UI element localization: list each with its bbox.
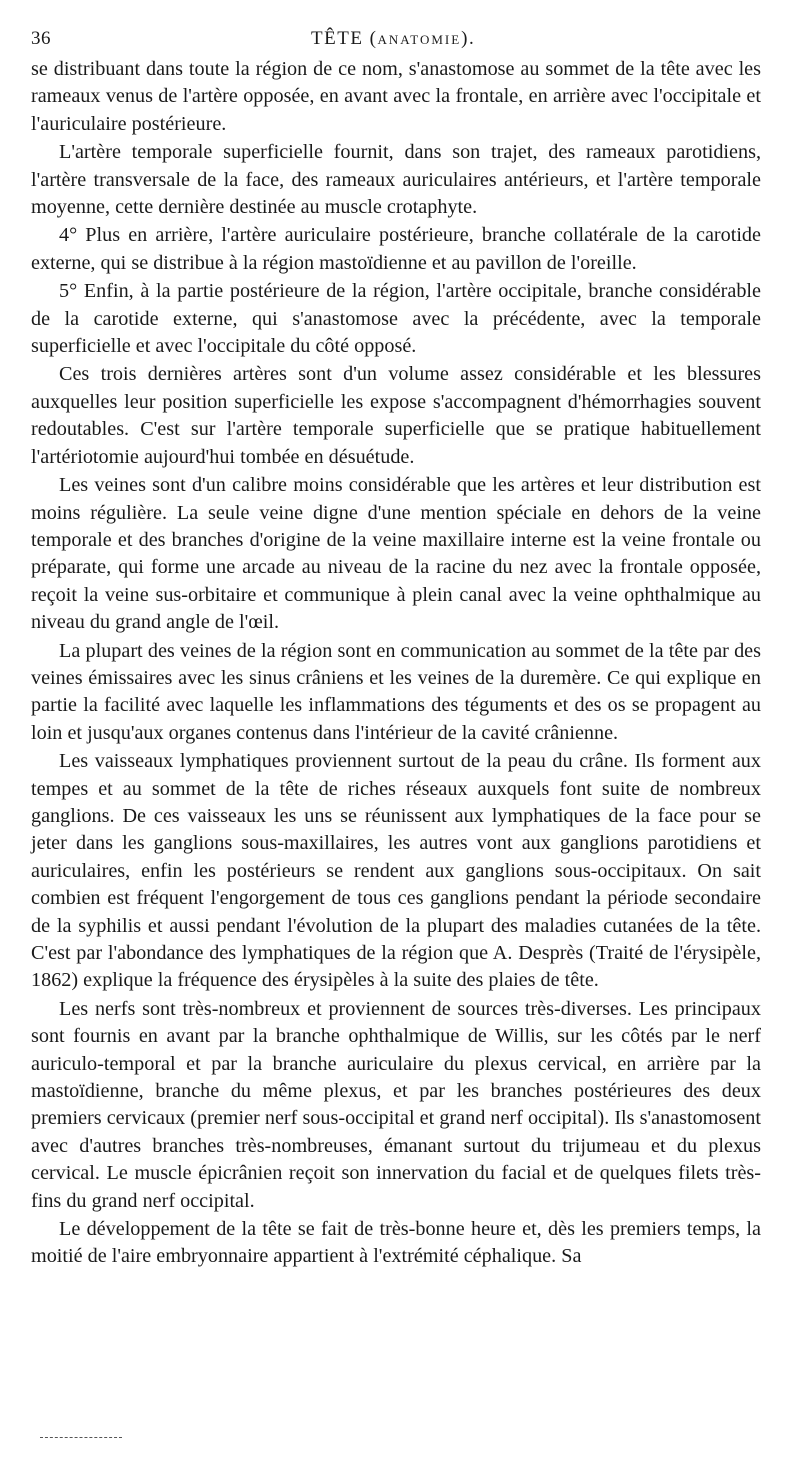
page-number: 36 <box>31 28 51 49</box>
paragraph: 5° Enfin, à la partie postérieure de la région, l'artère occipitale, branche considérable de la carotide externe, qui s'anastomose avec la précédente, avec la temporale superficielle et avec l'occipitale du côté opposé. <box>31 280 761 358</box>
document-page <box>31 24 761 1271</box>
paragraph: 4° Plus en arrière, l'artère auriculaire postérieure, branche collatérale de la carotide externe, qui se distribue à la région mastoïdienne et au pavillon de l'oreille. <box>31 224 761 274</box>
page-header <box>31 24 761 56</box>
footer-rule <box>40 1437 122 1438</box>
running-title <box>311 28 475 50</box>
running-title-end: ). <box>461 28 476 49</box>
paragraph: Les vaisseaux lymphatiques proviennent surtout de la peau du crâne. Ils forment aux tempes et au sommet de la tête de riches réseaux auxquels font suite de nombreux ganglions. De ces vaisseaux les uns se réunissent aux lymphatiques de la face pour se jeter dans les ganglions sous-maxillaires, les autres vont aux ganglions parotidiens et auriculaires, enfin les postérieurs se rendent aux ganglions sous-occipitaux. On sait combien est fréquent l'engorgement de tous ces ganglions pendant la période secondaire de la syphilis et aussi pendant l'évolution de la plupart des maladies cutanées de la tête. C'est par l'abondance des lymphatiques de la région que A. Desprès (Traité de l'érysipèle, 1862) explique la fréquence des érysipèles à la suite des plaies de tête. <box>31 750 761 992</box>
paragraph: Les nerfs sont très-nombreux et proviennent de sources très-diverses. Les principaux sont fournis en avant par la branche ophthalmique de Willis, sur les côtés par le nerf auriculo-temporal et par la branche auriculaire du plexus cervical, en arrière par la mastoïdienne, branche du même plexus, et par les branches postérieures des deux premiers cervicaux (premier nerf sous-occipital et grand nerf occipital). Ils s'anastomosent avec d'autres branches très-nombreuses, émanant surtout du trijumeau et du plexus cervical. Le muscle épicrânien reçoit son innervation du facial et de quelques filets très-fins du grand nerf occipital. <box>31 997 761 1212</box>
running-title-main: TÊTE ( <box>311 28 378 49</box>
paragraph: Les veines sont d'un calibre moins considérable que les artères et leur distribution est moins régulière. La seule veine digne d'une mention spéciale en dehors de la veine temporale et des branches d'origine de la veine maxillaire interne est la veine frontale ou préparate, qui forme une arcade au niveau de la racine du nez avec la frontale opposée, reçoit la veine sus-orbitaire et communique à plein canal avec la veine ophthalmique au niveau du grand angle de l'œil. <box>31 474 761 634</box>
paragraph: L'artère temporale superficielle fournit, dans son trajet, des rameaux parotidiens, l'artère transversale de la face, des rameaux auriculaires antérieurs, et l'artère temporale moyenne, cette dernière destinée au muscle crotaphyte. <box>31 141 761 219</box>
paragraph: se distribuant dans toute la région de ce nom, s'anastomose au sommet de la tête avec les rameaux venus de l'artère opposée, en avant avec la frontale, en arrière avec l'occipitale et l'auriculaire postérieure. <box>31 58 761 135</box>
paragraph: Ces trois dernières artères sont d'un volume assez considérable et les blessures auxquelles leur position superficielle les expose s'accompagnent d'hémorrhagies souvent redoutables. C'est sur l'artère temporale superficielle que se pratique habituellement l'artériotomie aujourd'hui tombée en désuétude. <box>31 363 761 468</box>
body-text <box>31 56 761 1271</box>
running-title-smallcaps: ANATOMIE <box>377 32 462 47</box>
paragraph: Le développement de la tête se fait de très-bonne heure et, dès les premiers temps, la moitié de l'aire embryonnaire appartient à l'extrémité céphalique. Sa <box>31 1218 761 1268</box>
paragraph: La plupart des veines de la région sont en communication au sommet de la tête par des veines émissaires avec les sinus crâniens et les veines de la duremère. Ce qui explique en partie la facilité avec laquelle les inflammations des téguments et des os se propagent au loin et jusqu'aux organes contenus dans l'intérieur de la cavité crânienne. <box>31 639 761 744</box>
